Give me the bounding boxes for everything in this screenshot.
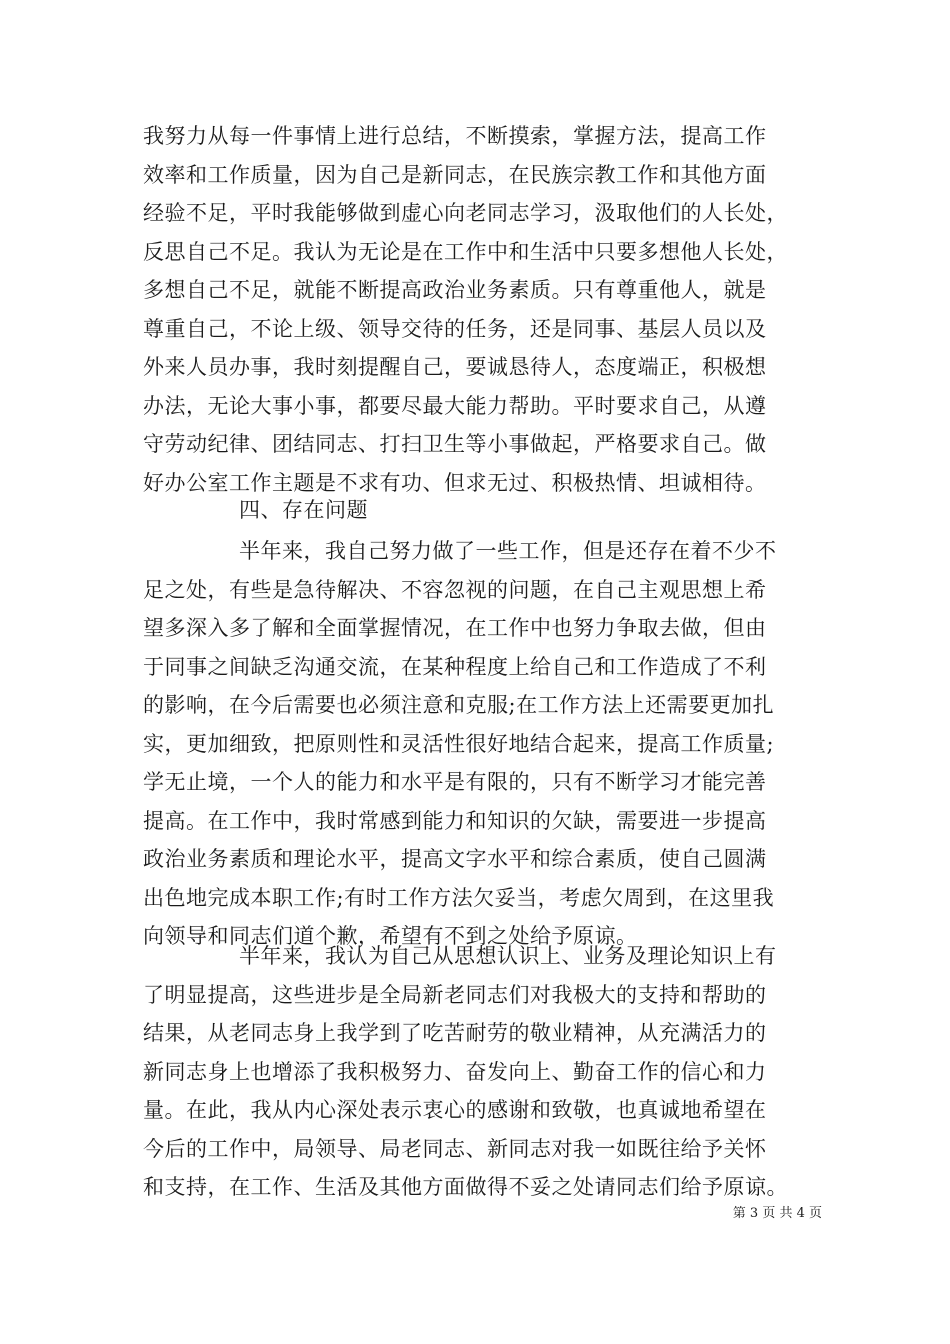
paragraph-line: 经验不足，平时我能够做到虚心向老同志学习，汲取他们的人长处， — [143, 201, 788, 225]
paragraph-2 — [143, 532, 823, 956]
paragraph-line: 实，更加细致，把原则性和灵活性很好地结合起来，提高工作质量; — [143, 731, 775, 756]
paragraph-line: 我努力从每一件事情上进行总结，不断摸索，掌握方法，提高工作 — [143, 124, 767, 148]
paragraph-line: 的影响，在今后需要也必须注意和克服;在工作方法上还需要更加扎 — [143, 693, 775, 717]
paragraph-line: 半年来，我自己努力做了一些工作，但是还存在着不少不 — [239, 539, 777, 563]
paragraph-line: 于同事之间缺乏沟通交流，在某种程度上给自己和工作造成了不利 — [143, 654, 767, 679]
paragraph-line: 尊重自己，不论上级、领导交待的任务，还是同事、基层人员以及 — [143, 316, 767, 341]
paragraph-line: 效率和工作质量，因为自己是新同志，在民族宗教工作和其他方面 — [143, 162, 767, 187]
paragraph-line: 量。在此，我从内心深处表示衷心的感谢和致敬，也真诚地希望在 — [143, 1098, 767, 1122]
paragraph-1 — [143, 117, 823, 502]
page-number: 第 3 页 共 4 页 — [732, 1206, 822, 1221]
paragraph-line: 反思自己不足。我认为无论是在工作中和生活中只要多想他人长处， — [143, 239, 788, 264]
paragraph-line: 结果，从老同志身上我学到了吃苦耐劳的敬业精神，从充满活力的 — [143, 1021, 767, 1045]
paragraph-line: 今后的工作中，局领导、局老同志、新同志对我一如既往给予关怀 — [143, 1136, 767, 1161]
paragraph-line: 新同志身上也增添了我积极努力、奋发向上、勤奋工作的信心和力 — [143, 1059, 767, 1084]
section-heading-block — [143, 491, 823, 530]
paragraph-line: 外来人员办事，我时刻提醒自己，要诚恳待人，态度端正，积极想 — [143, 355, 767, 379]
page-footer — [0, 1202, 822, 1221]
paragraph-line: 学无止境，一个人的能力和水平是有限的，只有不断学习才能完善 — [143, 770, 767, 794]
paragraph-line: 半年来，我认为自己从思想认识上、业务及理论知识上有 — [239, 944, 777, 968]
paragraph-line: 出色地完成本职工作;有时工作方法欠妥当，考虑欠周到，在这里我 — [143, 885, 775, 910]
paragraph-line: 提高。在工作中，我时常感到能力和知识的欠缺，需要进一步提高 — [143, 808, 767, 833]
paragraph-line: 望多深入多了解和全面掌握情况，在工作中也努力争取去做，但由 — [143, 616, 767, 640]
paragraph-line: 足之处，有些是急待解决、不容忽视的问题，在自己主观思想上希 — [143, 577, 767, 602]
paragraph-3 — [143, 937, 823, 1207]
section-heading: 四、存在问题 — [239, 498, 368, 522]
paragraph-line: 多想自己不足，就能不断提高政治业务素质。只有尊重他人，就是 — [143, 278, 767, 302]
paragraph-line: 了明显提高，这些进步是全局新老同志们对我极大的支持和帮助的 — [143, 982, 767, 1007]
paragraph-line: 守劳动纪律、团结同志、打扫卫生等小事做起，严格要求自己。做 — [143, 432, 767, 456]
paragraph-line: 办法，无论大事小事，都要尽最大能力帮助。平时要求自己，从遵 — [143, 393, 767, 418]
paragraph-line: 和支持，在工作、生活及其他方面做得不妥之处请同志们给予原谅。 — [143, 1175, 788, 1199]
paragraph-line: 政治业务素质和理论水平，提高文字水平和综合素质，使自己圆满 — [143, 847, 767, 871]
paragraph-line: 好办公室工作主题是不求有功、但求无过、积极热情、坦诚相待。 — [143, 470, 767, 495]
paragraph-line: 向领导和同志们道个歉，希望有不到之处给予原谅。 — [143, 924, 638, 948]
